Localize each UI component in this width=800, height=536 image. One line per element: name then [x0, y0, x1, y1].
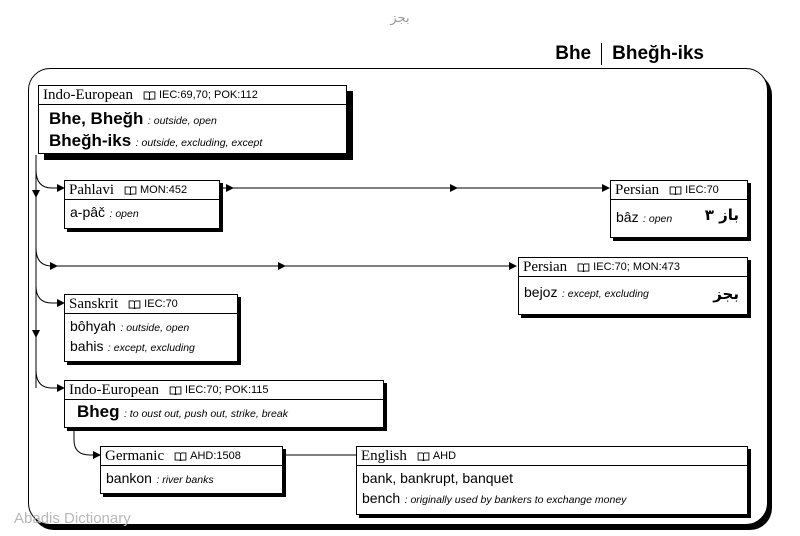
entry-gloss: : open	[109, 208, 139, 220]
entry-gloss: : except, excluding	[561, 288, 649, 300]
entry-gloss: : outside, excluding, except	[135, 137, 263, 149]
title-right: Bheğh-iks	[612, 43, 704, 64]
reference-text: IEC:70	[144, 298, 178, 310]
entry	[616, 208, 742, 228]
title-left: Bhe	[555, 43, 592, 64]
book-icon	[143, 91, 156, 100]
watermark: Abadis Dictionary	[14, 510, 131, 527]
trunk-arrowhead	[32, 190, 40, 198]
book-icon	[417, 452, 430, 461]
entry-word: bahis	[70, 338, 104, 354]
reference-text: IEC:69,70; POK:112	[158, 89, 258, 101]
entry	[70, 317, 232, 337]
entry-gloss: : except, excluding	[107, 342, 195, 354]
persian-box-1	[610, 180, 748, 238]
persian-box-2	[518, 257, 748, 315]
language-label: Indo-European	[43, 86, 133, 103]
top-caption: بجز	[390, 10, 410, 25]
entry-word: bôhyah	[70, 318, 116, 334]
branch-ie2	[36, 370, 64, 388]
branch-sanskrit	[36, 286, 64, 303]
entry-gloss: : river banks	[156, 474, 214, 486]
entry	[49, 131, 336, 153]
sanskrit-box	[64, 294, 238, 362]
entry	[362, 489, 742, 509]
entry-word: bâz	[616, 209, 639, 225]
entry-word: Bheğh-iks	[49, 131, 132, 150]
language-label: English	[361, 447, 407, 464]
branch-germanic	[74, 428, 100, 455]
reference-text: IEC:70; POK:115	[184, 384, 269, 396]
trunk-arrowhead	[32, 330, 40, 338]
pahlavi-box	[64, 180, 220, 229]
entry-gloss: : to oust out, push out, strike, break	[123, 408, 288, 420]
entry-word: bench	[362, 490, 401, 506]
entry-word: Bheg	[77, 402, 120, 421]
branch-pahlavi	[36, 170, 64, 188]
reference-text: IEC:70; MON:473	[593, 261, 680, 273]
reference-text: MON:452	[140, 184, 188, 196]
book-icon	[169, 386, 182, 395]
entry	[77, 403, 371, 423]
entry-word: bankon	[106, 470, 152, 486]
language-label: Germanic	[105, 447, 165, 464]
entry	[49, 109, 336, 131]
entry	[362, 469, 742, 489]
native-script: باز ۳	[704, 206, 739, 224]
entry-word: bejoz	[524, 284, 558, 300]
entry-gloss: : outside, open	[147, 115, 217, 127]
book-icon	[128, 300, 141, 309]
branch-persian2	[36, 248, 516, 266]
language-label: Pahlavi	[69, 181, 114, 198]
entry-gloss: : outside, open	[120, 322, 190, 334]
language-label: Persian	[615, 181, 660, 198]
reference-text: IEC:70	[685, 184, 719, 196]
entry-word: Bhe, Bheğh	[49, 109, 144, 128]
entry-gloss: : open	[643, 213, 673, 225]
entry-word: bank, bankrupt, banquet	[362, 470, 514, 486]
book-icon	[174, 452, 187, 461]
english-box	[356, 446, 748, 515]
book-icon	[669, 186, 682, 195]
germanic-box	[100, 446, 283, 494]
entry	[70, 337, 232, 357]
entry	[524, 283, 742, 303]
entry	[70, 203, 214, 223]
root-etymon-box	[38, 85, 347, 154]
language-label: Sanskrit	[69, 295, 119, 312]
native-script: بجز	[713, 285, 739, 303]
book-icon	[124, 186, 137, 195]
entry-word: a-pâč	[70, 204, 106, 220]
reference-text: AHD:1508	[190, 450, 241, 462]
entry	[106, 469, 277, 489]
language-label: Persian	[523, 258, 568, 275]
entry-gloss: : originally used by bankers to exchange money	[404, 494, 627, 506]
book-icon	[577, 263, 590, 272]
language-label: Indo-European	[69, 381, 159, 398]
ie-bheg-box	[64, 380, 384, 428]
reference-text: AHD	[432, 450, 457, 462]
